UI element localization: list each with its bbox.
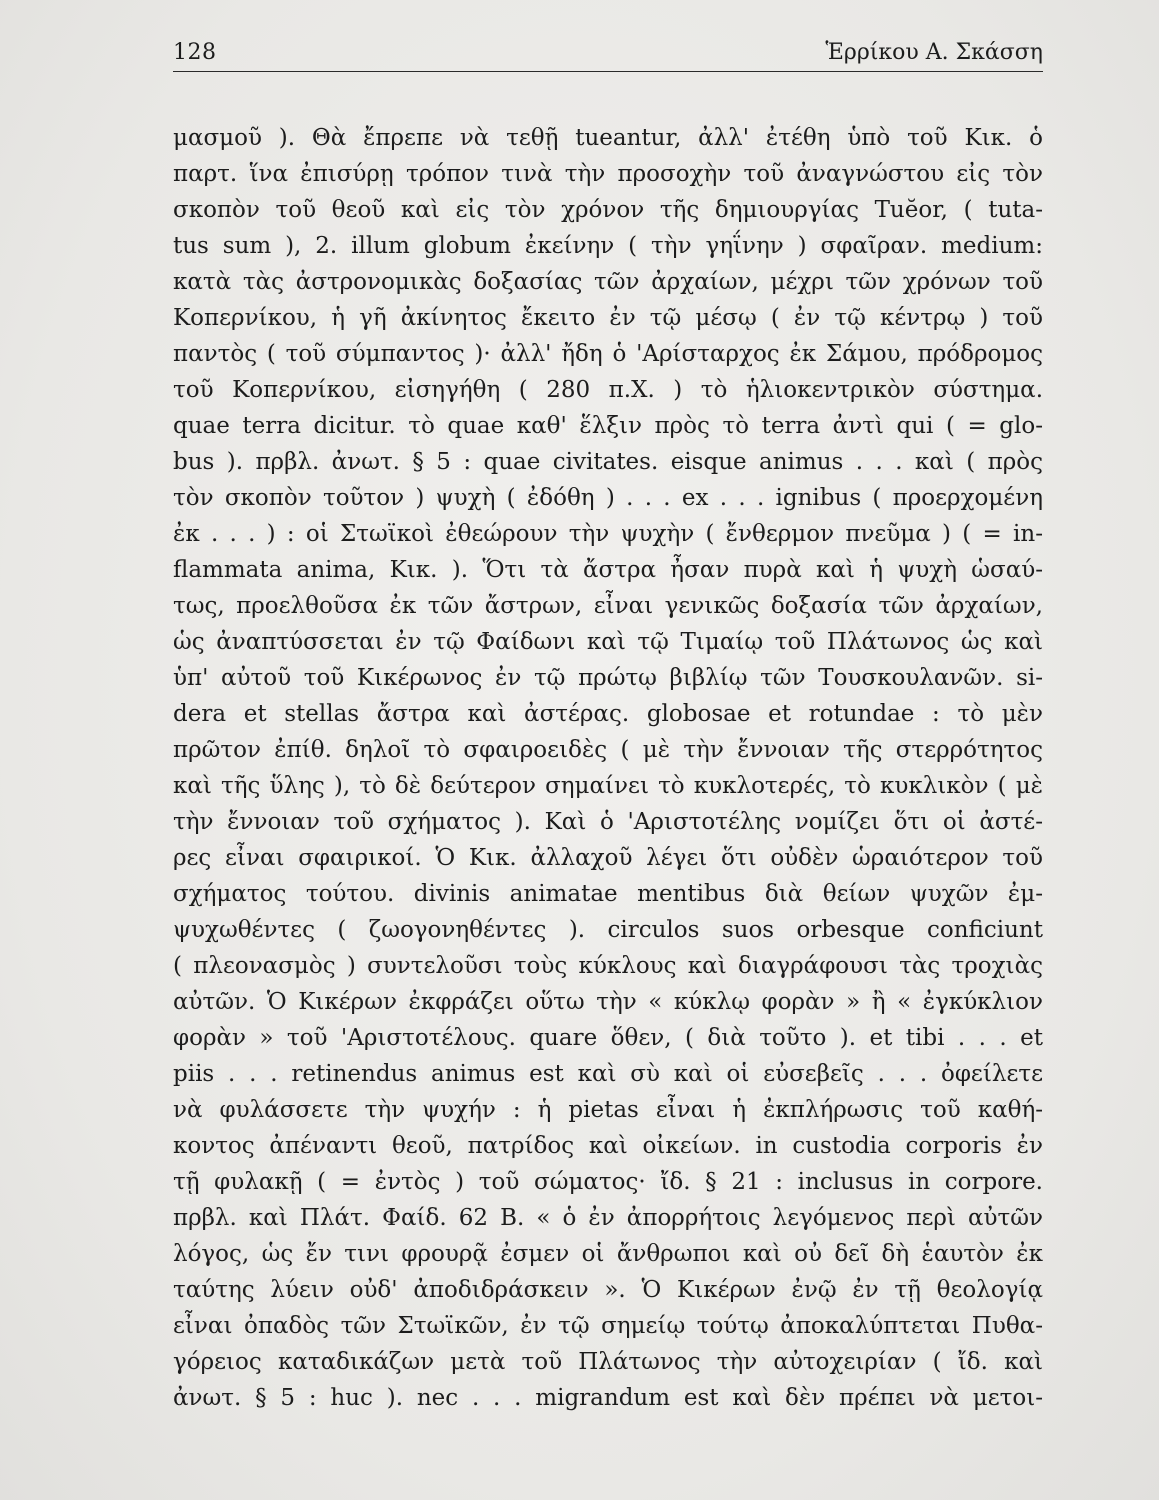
text-line: μασμοῦ ). Θὰ ἔπρεπε νὰ τεθῇ tueantur, ἀλλ' ἐτέθη ὑπὸ τοῦ Κικ. ὁ bbox=[173, 125, 1043, 151]
text-line: παρτ. ἵνα ἐπισύρῃ τρόπον τινὰ τὴν προσοχὴν τοῦ ἀναγνώστου εἰς τὸν bbox=[173, 161, 1043, 187]
header-rule bbox=[173, 71, 1043, 72]
text-line: tus sum ), 2. illum globum ἐκείνην ( τὴν γηΐνην ) σφαῖραν. medium: bbox=[173, 233, 1043, 259]
text-line: τως, προελθοῦσα ἐκ τῶν ἄστρων, εἶναι γενικῶς δοξασία τῶν ἀρχαίων, bbox=[173, 593, 1043, 619]
text-line: γόρειος καταδικάζων μετὰ τοῦ Πλάτωνος τὴν αὐτοχειρίαν ( ἴδ. καὶ bbox=[173, 1349, 1043, 1375]
text-line: piis . . . retinendus animus est καὶ σὺ καὶ οἱ εὐσεβεῖς . . . ὀφείλετε bbox=[173, 1061, 1043, 1087]
text-line: quae terra dicitur. τὸ quae καθ' ἕλξιν πρὸς τὸ terra ἀντὶ qui ( = glo- bbox=[173, 413, 1043, 439]
text-line: ταύτης λύειν οὐδ' ἀποδιδράσκειν ». Ὁ Κικέρων ἐνῷ ἐν τῇ θεολογίᾳ bbox=[173, 1277, 1043, 1303]
text-line: σκοπὸν τοῦ θεοῦ καὶ εἰς τὸν χρόνον τῆς δημιουργίας Tuĕor, ( tuta- bbox=[173, 197, 1043, 223]
text-line: σχήματος τούτου. divinis animatae mentibus διὰ θείων ψυχῶν ἐμ- bbox=[173, 881, 1043, 907]
text-line: τὸν σκοπὸν τοῦτον ) ψυχὴ ( ἐδόθη ) . . . ex . . . ignibus ( προερχομένη bbox=[173, 485, 1043, 511]
text-line: ἀνωτ. § 5 : huc ). nec . . . migrandum est καὶ δὲν πρέπει νὰ μετοι- bbox=[173, 1385, 1043, 1411]
text-line: bus ). πρβλ. ἀνωτ. § 5 : quae civitates. eisque animus . . . καὶ ( πρὸς bbox=[173, 449, 1043, 475]
text-line: τὴν ἔννοιαν τοῦ σχήματος ). Καὶ ὁ 'Αριστοτέλης νομίζει ὅτι οἱ ἀστέ- bbox=[173, 809, 1043, 835]
page-header bbox=[173, 40, 1043, 76]
text-line: ρες εἶναι σφαιρικοί. Ὁ Κικ. ἀλλαχοῦ λέγει ὅτι οὐδὲν ὡραιότερον τοῦ bbox=[173, 845, 1043, 871]
text-line: Κοπερνίκου, ἡ γῆ ἀκίνητος ἔκειτο ἐν τῷ μέσῳ ( ἐν τῷ κέντρῳ ) τοῦ bbox=[173, 305, 1043, 331]
text-line: ὑπ' αὐτοῦ τοῦ Κικέρωνος ἐν τῷ πρώτῳ βιβλίῳ τῶν Τουσκουλανῶν. si- bbox=[173, 665, 1043, 691]
text-line: dera et stellas ἄστρα καὶ ἀστέρας. globosae et rotundae : τὸ μὲν bbox=[173, 701, 1043, 727]
text-line: αὐτῶν. Ὁ Κικέρων ἐκφράζει οὕτω τὴν « κύκλῳ φορὰν » ἢ « ἐγκύκλιον bbox=[173, 989, 1043, 1015]
text-line: κοντος ἀπέναντι θεοῦ, πατρίδος καὶ οἰκείων. in custodia corporis ἐν bbox=[173, 1133, 1043, 1159]
text-line: τοῦ Κοπερνίκου, εἰσηγήθη ( 280 π.Χ. ) τὸ ἡλιοκεντρικὸν σύστημα. bbox=[173, 377, 1043, 403]
text-line: ἐκ . . . ) : οἱ Στωϊκοὶ ἐθεώρουν τὴν ψυχὴν ( ἔνθερμον πνεῦμα ) ( = in- bbox=[173, 521, 1043, 547]
text-line: πρβλ. καὶ Πλάτ. Φαίδ. 62 Β. « ὁ ἐν ἀπορρήτοις λεγόμενος περὶ αὐτῶν bbox=[173, 1205, 1043, 1231]
text-line: λόγος, ὡς ἔν τινι φρουρᾷ ἐσμεν οἱ ἄνθρωποι καὶ οὐ δεῖ δὴ ἑαυτὸν ἐκ bbox=[173, 1241, 1043, 1267]
text-line: flammata anima, Κικ. ). Ὅτι τὰ ἄστρα ἦσαν πυρὰ καὶ ἡ ψυχὴ ὡσαύ- bbox=[173, 557, 1043, 583]
text-line: τῇ φυλακῇ ( = ἐντὸς ) τοῦ σώματος· ἴδ. § 21 : inclusus in corpore. bbox=[173, 1169, 1043, 1195]
text-line: εἶναι ὀπαδὸς τῶν Στωϊκῶν, ἐν τῷ σημείῳ τούτῳ ἀποκαλύπτεται Πυθα- bbox=[173, 1313, 1043, 1339]
text-line: παντὸς ( τοῦ σύμπαντος )· ἀλλ' ἤδη ὁ 'Αρίσταρχος ἐκ Σάμου, πρόδρομος bbox=[173, 341, 1043, 367]
text-line: ( πλεονασμὸς ) συντελοῦσι τοὺς κύκλους καὶ διαγράφουσι τὰς τροχιὰς bbox=[173, 953, 1043, 979]
text-line: νὰ φυλάσσετε τὴν ψυχήν : ἡ pietas εἶναι ἡ ἐκπλήρωσις τοῦ καθή- bbox=[173, 1097, 1043, 1123]
text-line: ψυχωθέντες ( ζωογονηθέντες ). circulos suos orbesque conficiunt bbox=[173, 917, 1043, 943]
text-line: φορὰν » τοῦ 'Αριστοτέλους. quare ὅθεν, ( διὰ τοῦτο ). et tibi . . . et bbox=[173, 1025, 1043, 1051]
text-line: καὶ τῆς ὕλης ), τὸ δὲ δεύτερον σημαίνει τὸ κυκλοτερές, τὸ κυκλικὸν ( μὲ bbox=[173, 773, 1043, 799]
text-line: πρῶτον ἐπίθ. δηλοῖ τὸ σφαιροειδὲς ( μὲ τὴν ἔννοιαν τῆς στερρότητος bbox=[173, 737, 1043, 763]
page-number: 128 bbox=[173, 40, 217, 65]
body-text bbox=[173, 120, 1043, 1416]
running-head: Ἑρρίκου Α. Σκάσση bbox=[825, 40, 1043, 65]
text-line: κατὰ τὰς ἀστρονομικὰς δοξασίας τῶν ἀρχαίων, μέχρι τῶν χρόνων τοῦ bbox=[173, 269, 1043, 295]
text-line: ὡς ἀναπτύσσεται ἐν τῷ Φαίδωνι καὶ τῷ Τιμαίῳ τοῦ Πλάτωνος ὡς καὶ bbox=[173, 629, 1043, 655]
